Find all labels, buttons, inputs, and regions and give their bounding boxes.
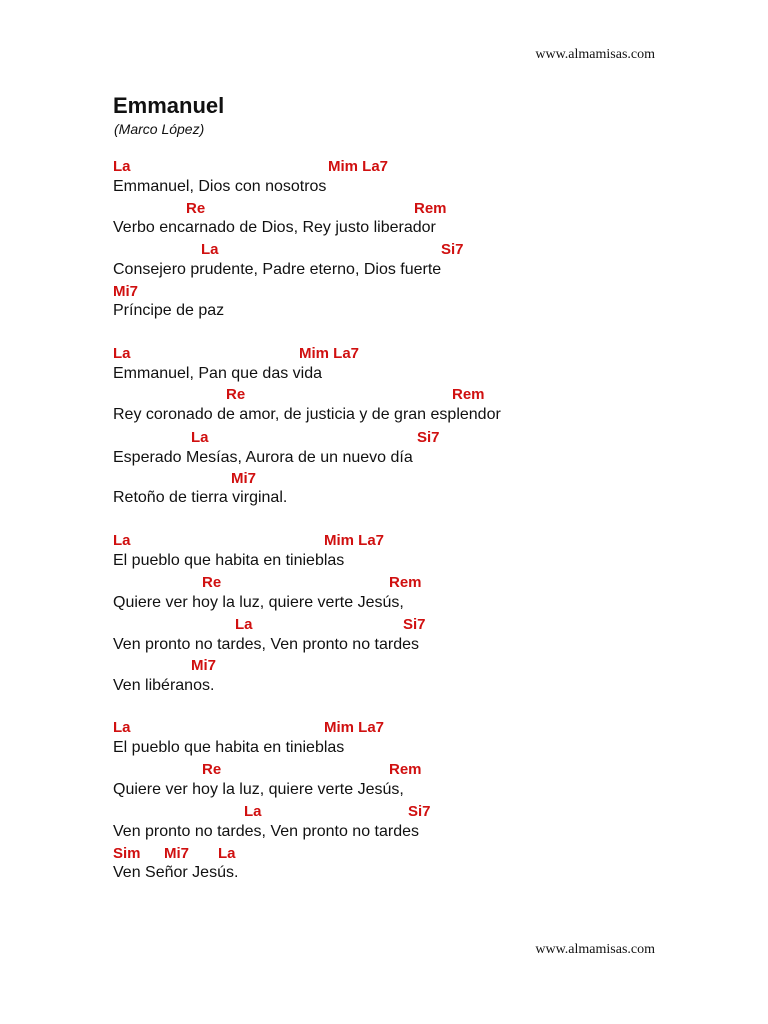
lyric-line: Emmanuel, Pan que das vida [113,365,323,382]
lyric-line: Emmanuel, Dios con nosotros [113,178,327,195]
lyric-line: El pueblo que habita en tinieblas [113,552,345,569]
lyric-line: Verbo encarnado de Dios, Rey justo liberador [113,219,436,236]
lyric-line: Rey coronado de amor, de justicia y de gran esplendor [113,406,501,423]
chord: La [191,429,209,446]
chord: Mim La7 [324,532,385,549]
chord: La [113,158,131,175]
chord: Sim [113,845,141,862]
chord: Re [226,386,246,403]
chord: La [201,241,219,258]
chord: Mim La7 [328,158,389,175]
chord: Mim La7 [324,719,385,736]
lyric-line: Quiere ver hoy la luz, quiere verte Jesús, [113,594,404,611]
song-author: (Marco López) [114,121,205,137]
chord: Si7 [417,429,440,446]
chord: Rem [414,200,447,217]
chord: Rem [452,386,485,403]
chord: La [113,345,131,362]
lyric-line: El pueblo que habita en tinieblas [113,739,345,756]
chord: La [218,845,236,862]
chord: La [113,532,131,549]
chord: Si7 [403,616,426,633]
chord: La [244,803,262,820]
chord: Rem [389,761,422,778]
chord: Mi7 [164,845,190,862]
lyric-line: Ven libéranos. [113,677,215,694]
chord: Re [202,761,222,778]
chord: Si7 [441,241,464,258]
site-link-bottom[interactable]: www.almamisas.com [535,942,655,957]
lyric-line: Ven pronto no tardes, Ven pronto no tardes [113,636,419,653]
lyric-line: Consejero prudente, Padre eterno, Dios fuerte [113,261,442,278]
chord: Mi7 [231,470,257,487]
chord: Si7 [408,803,431,820]
lyric-line: Esperado Mesías, Aurora de un nuevo día [113,449,413,466]
chord: La [235,616,253,633]
chord: Mim La7 [299,345,360,362]
chord: Mi7 [113,283,139,300]
song-title: Emmanuel [113,93,225,118]
lyric-line: Ven pronto no tardes, Ven pronto no tardes [113,823,419,840]
chord: Mi7 [191,657,217,674]
chord: La [113,719,131,736]
chord: Re [186,200,206,217]
lyric-line: Príncipe de paz [113,302,225,319]
lyric-line: Retoño de tierra virginal. [113,489,288,506]
chord: Re [202,574,222,591]
chord: Rem [389,574,422,591]
lyric-line: Ven Señor Jesús. [113,864,239,881]
lyric-line: Quiere ver hoy la luz, quiere verte Jesús, [113,781,404,798]
site-link-top[interactable]: www.almamisas.com [535,47,655,62]
